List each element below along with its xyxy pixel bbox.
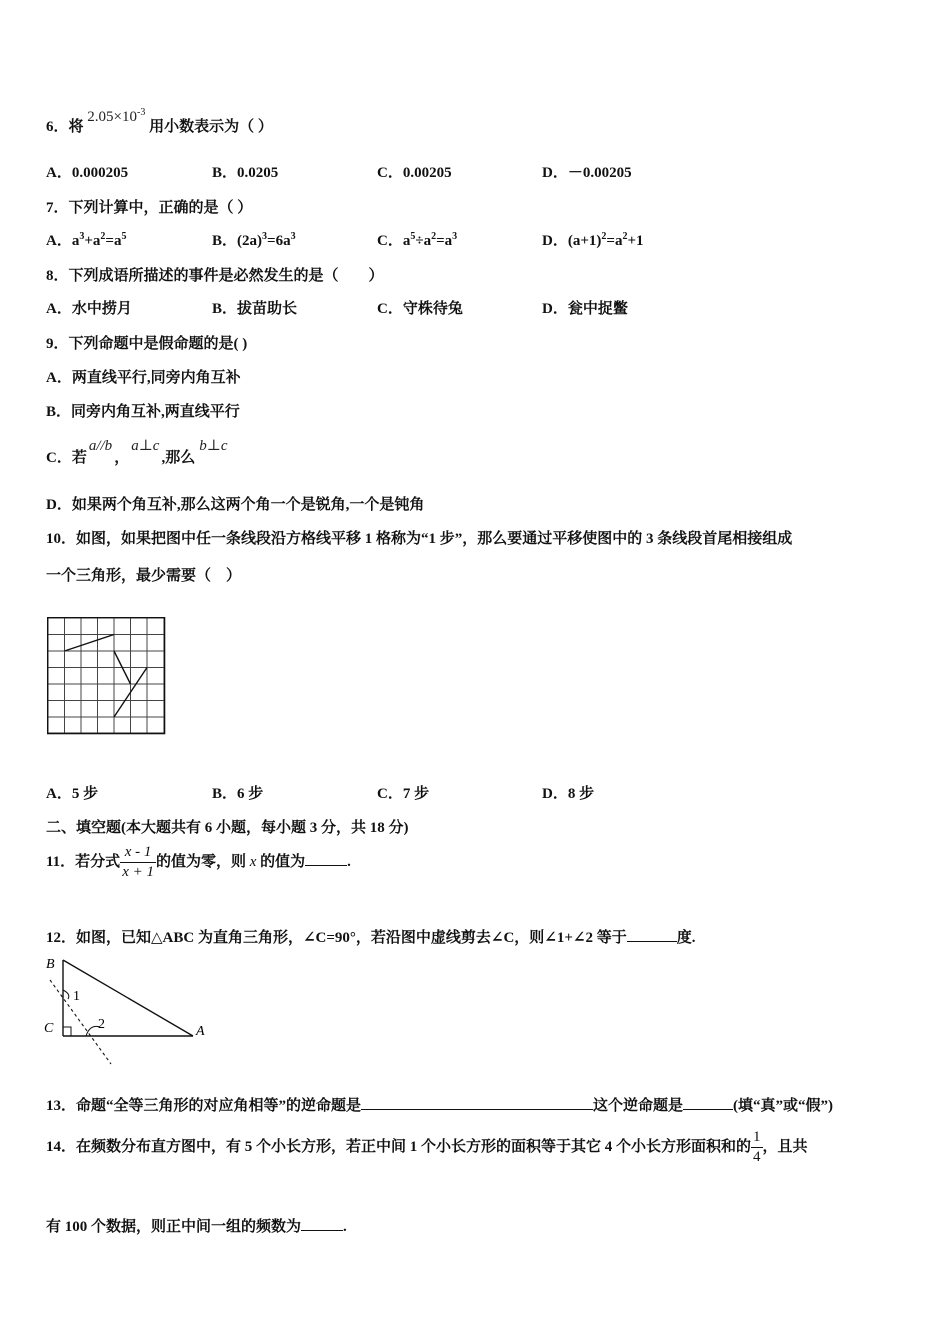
- q10-option-b: B．6 步: [212, 786, 264, 802]
- q8-stem: 8．下列成语所描述的事件是必然发生的是（ ）: [46, 268, 384, 284]
- q14-answer-blank: [301, 1218, 343, 1231]
- q6-expression: $2.05\times 10^{-3}$: [87, 107, 146, 125]
- q9-math-a-parallel-b: a//b: [88, 438, 113, 454]
- q9-math-b-perp-c: b⊥c: [199, 438, 228, 454]
- q6-option-a: A．0.000205: [46, 165, 129, 181]
- q9-option-b: B．同旁内角互补,两直线平行: [46, 404, 240, 420]
- q6-tail: 用小数表示为（ ）: [149, 119, 273, 135]
- q8-option-d: D．瓮中捉鳖: [542, 301, 628, 317]
- question-14-line2: 有 100 个数据，则正中间一组的频数为 .: [46, 1219, 347, 1235]
- q10-segment-1: [65, 635, 115, 652]
- q9-option-d: D．如果两个角互补,那么这两个角一个是锐角,一个是钝角: [46, 497, 425, 513]
- q7-option-b: B．$(2a)^3=6a^3$: [212, 231, 296, 249]
- q14-fraction: $\frac{1}{4}$: [753, 1129, 761, 1165]
- q13-answer-blank-1: [361, 1097, 593, 1110]
- label-2: 2: [98, 1017, 105, 1032]
- question-13: 13．命题“全等三角形的对应角相等”的逆命题是 这个逆命题是 (填“真”或“假”): [46, 1098, 834, 1114]
- q9-option-c: C．若a//b，a⊥c,那么b⊥c: [46, 446, 232, 467]
- q6-option-b: B．0.0205: [212, 165, 279, 181]
- q7-option-d: D．$(a+1)^2=a^2+1$: [542, 231, 644, 249]
- q9-math-a-perp-c: a⊥c: [131, 438, 160, 454]
- q12-answer-blank: [627, 929, 677, 942]
- q8-option-c: C．守株待兔: [377, 301, 463, 317]
- q10-stem-line1: 10．如图，如果把图中任一条线段沿方格线平移 1 格称为“1 步”，那么要通过平移使图中的 3 条线段首尾相接组成: [46, 531, 793, 547]
- question-12: 12．如图，已知△ABC 为直角三角形，∠C=90°，若沿图中虚线剪去∠C，则∠1+∠2 等于 度.: [46, 930, 696, 946]
- question-14: 14．在频数分布直方图中，有 5 个小长方形，若正中间 1 个小长方形的面积等于其它 4 个小长方形面积和的 $\frac{1}{4}$ ，且共: [46, 1129, 808, 1165]
- q10-stem-line2: 一个三角形，最少需要（ ）: [46, 568, 242, 584]
- q6-number: 6．将: [46, 119, 84, 135]
- q7-option-c: C．$a^5\div a^2=a^3$: [377, 231, 458, 249]
- right-angle-mark: [63, 1027, 71, 1036]
- q8-option-a: A．水中捞月: [46, 301, 132, 317]
- q12-triangle-figure: [40, 952, 215, 1068]
- q11-answer-blank: [305, 853, 347, 866]
- q11-fraction: $\frac{x - 1}{x + 1}$: [122, 844, 154, 880]
- q13-answer-blank-2: [683, 1097, 733, 1110]
- q7-stem: 7．下列计算中，正确的是（ ）: [46, 200, 253, 216]
- q10-option-c: C．7 步: [377, 786, 430, 802]
- label-a: A: [196, 1024, 205, 1039]
- q6-option-d: D．－0.00205: [542, 165, 632, 181]
- q10-option-a: A．5 步: [46, 786, 99, 802]
- q9-stem: 9．下列命题中是假命题的是( ): [46, 336, 248, 352]
- q7-option-a: A．$a^3+a^2=a^5$: [46, 231, 127, 249]
- label-c: C: [44, 1021, 54, 1036]
- q10-option-d: D．8 步: [542, 786, 595, 802]
- question-6: [46, 107, 273, 136]
- question-11: 11．若分式 $\frac{x - 1}{x + 1}$ 的值为零，则 x 的值为 .: [46, 844, 351, 880]
- label-1: 1: [73, 989, 80, 1004]
- label-b: B: [46, 957, 55, 972]
- section-2-heading: 二、填空题(本大题共有 6 小题，每小题 3 分，共 18 分): [46, 820, 409, 836]
- q8-option-b: B．拔苗助长: [212, 301, 298, 317]
- angle-1-arc: [63, 990, 69, 999]
- q10-grid-figure: [47, 617, 167, 735]
- q9-option-a: A．两直线平行,同旁内角互补: [46, 370, 241, 386]
- q6-option-c: C．0.00205: [377, 165, 452, 181]
